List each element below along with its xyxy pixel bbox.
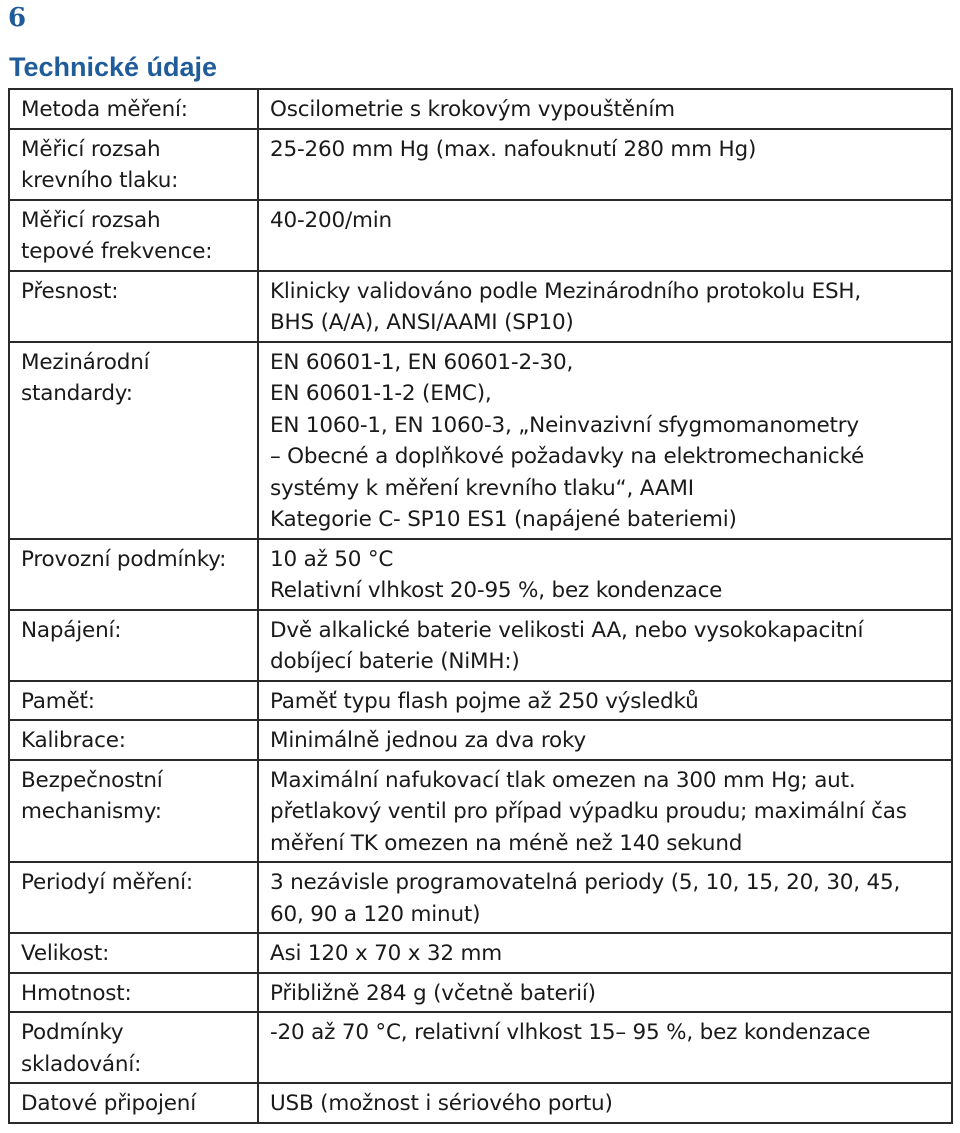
spec-value: 3 nezávisle programovatelná periody (5, 10, 15, 20, 30, 45, 60, 90 a 120 minut) [258,862,952,933]
page-number: 6 [8,3,27,33]
spec-value: Klinicky validováno podle Mezinárodního protokolu ESH, BHS (A/A), ANSI/AAMI (SP10) [258,271,952,342]
table-row [9,720,952,760]
table-row [9,200,952,271]
table-row [9,933,952,973]
spec-label: Paměť: [9,681,258,721]
table-row [9,760,952,863]
spec-value: USB (možnost i sériového portu) [258,1083,952,1123]
spec-label: Metoda měření: [9,89,258,129]
spec-label: Bezpečnostní mechanismy: [9,760,258,863]
spec-label: Provozní podmínky: [9,539,258,610]
table-row [9,610,952,681]
spec-value: 25-260 mm Hg (max. nafouknutí 280 mm Hg) [258,129,952,200]
table-row [9,681,952,721]
spec-table [8,88,953,1124]
table-row [9,862,952,933]
spec-label: Periodyí měření: [9,862,258,933]
spec-value: Oscilometrie s krokovým vypouštěním [258,89,952,129]
spec-value: 10 až 50 °C Relativní vlhkost 20-95 %, bez kondenzace [258,539,952,610]
spec-label: Měřicí rozsah krevního tlaku: [9,129,258,200]
spec-value: Maximální nafukovací tlak omezen na 300 mm Hg; aut. přetlakový ventil pro případ výpadku proudu; maximální čas měření TK omezen na méně než 140 sekund [258,760,952,863]
spec-label: Napájení: [9,610,258,681]
table-row [9,1083,952,1123]
spec-label: Měřicí rozsah tepové frekvence: [9,200,258,271]
spec-value: EN 60601-1, EN 60601-2-30, EN 60601-1-2 (EMC), EN 1060-1, EN 1060-3, „Neinvazivní sfygmomanometry – Obecné a doplňkové požadavky na elektromechanické systémy k měření krevního tlaku“, AAMI Kategorie C- SP10 ES1 (napájené bateriemi) [258,342,952,539]
spec-value: Dvě alkalické baterie velikosti AA, nebo vysokokapacitní dobíjecí baterie (NiMH:) [258,610,952,681]
table-row [9,973,952,1013]
table-row [9,1012,952,1083]
table-row [9,539,952,610]
spec-value: 40-200/min [258,200,952,271]
spec-value: Paměť typu flash pojme až 250 výsledků [258,681,952,721]
spec-label: Hmotnost: [9,973,258,1013]
spec-label: Mezinárodní standardy: [9,342,258,539]
spec-value: Asi 120 x 70 x 32 mm [258,933,952,973]
table-row [9,271,952,342]
spec-value: -20 až 70 °C, relativní vlhkost 15– 95 %, bez kondenzace [258,1012,952,1083]
section-title: Technické údaje [9,52,218,82]
spec-label: Datové připojení [9,1083,258,1123]
spec-label: Velikost: [9,933,258,973]
spec-label: Podmínky skladování: [9,1012,258,1083]
spec-value: Přibližně 284 g (včetně baterií) [258,973,952,1013]
spec-value: Minimálně jednou za dva roky [258,720,952,760]
table-row [9,89,952,129]
table-row [9,342,952,539]
spec-label: Kalibrace: [9,720,258,760]
spec-label: Přesnost: [9,271,258,342]
table-row [9,129,952,200]
